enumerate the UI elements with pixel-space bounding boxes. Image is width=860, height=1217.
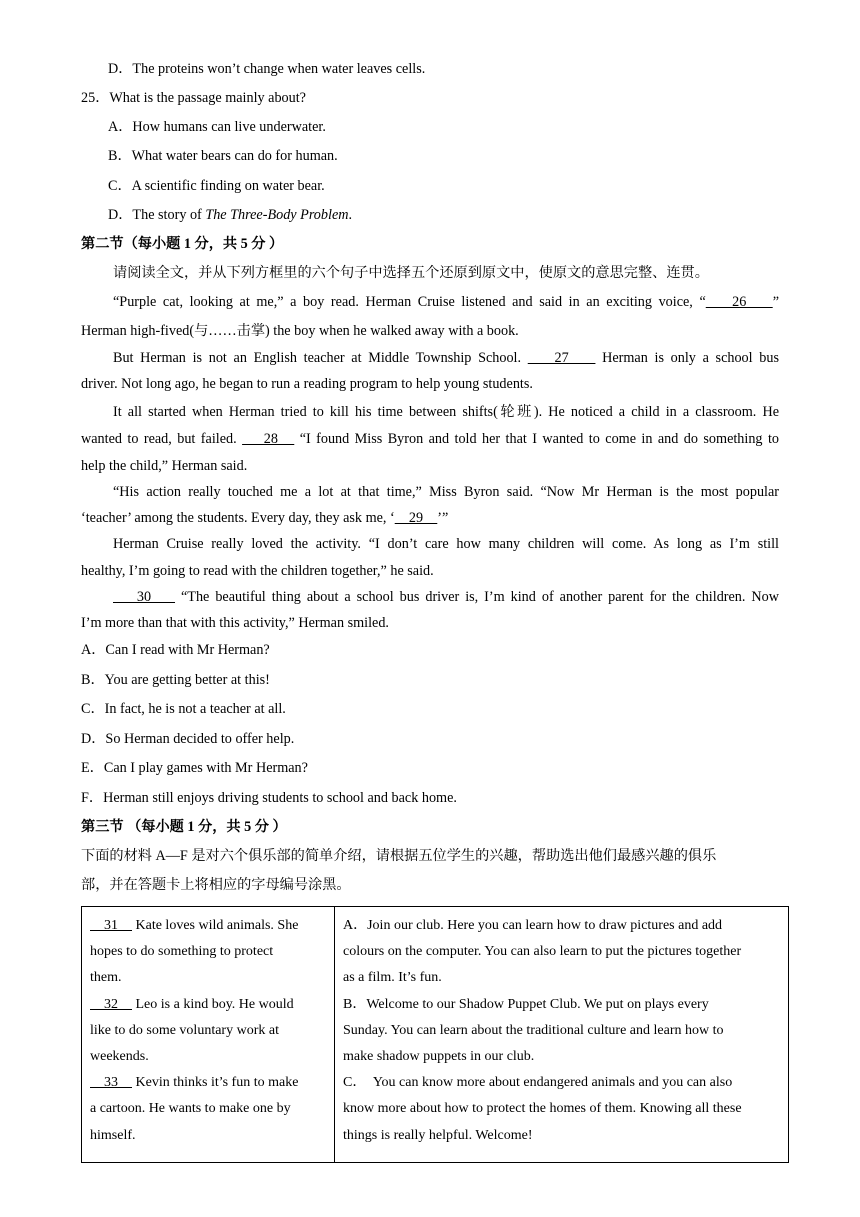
passage-p2-line1: [113, 348, 779, 368]
option-d: D．So Herman decided to offer help.: [81, 731, 295, 747]
passage-p6-line2: I’m more than that with this activity,” Herman smiled.: [81, 615, 389, 631]
q25-option-d-suffix: .: [348, 207, 353, 223]
option-e: E．Can I play games with Mr Herman?: [81, 760, 308, 776]
student-32-text: Leo is a kind boy. He would: [132, 996, 294, 1012]
q24-option-d: D．The proteins won’t change when water leaves cells.: [108, 61, 426, 77]
passage-p4-line2: [81, 508, 448, 528]
club-c-line3: things is really helpful. Welcome!: [343, 1127, 533, 1143]
students-column: [82, 907, 335, 1163]
matching-table: [81, 906, 789, 1163]
club-b-line1: B．Welcome to our Shadow Puppet Club. We put on plays every: [343, 996, 709, 1012]
student-32-line1: [90, 992, 326, 1018]
section3-instruction-line1: 下面的材料 A—F 是对六个俱乐部的简单介绍，请根据五位学生的兴趣，帮助选出他们最感兴趣的俱乐: [81, 848, 717, 864]
p2-text-a: But Herman is not an English teacher at Middle Township School.: [113, 350, 528, 366]
q25-option-b: B．What water bears can do for human.: [108, 148, 338, 164]
q25-option-a: A．How humans can live underwater.: [108, 119, 326, 135]
student-33-line3: himself.: [90, 1127, 136, 1143]
student-31-line3: them.: [90, 970, 122, 986]
blank-26: 26: [705, 294, 773, 310]
q25-book-title: The Three-Body Problem: [205, 207, 349, 223]
p1-text-b: ”: [772, 294, 780, 310]
passage-p6-line1: [113, 587, 779, 607]
passage-p1-line2: Herman high-fived(与……击掌) the boy when he walked away with a book.: [81, 323, 519, 339]
student-31-line2: hopes to do something to protect: [90, 944, 274, 960]
student-33-line1: [90, 1070, 326, 1096]
student-31-text: Kate loves wild animals. She: [132, 918, 299, 933]
p1-text-a: “Purple cat, looking at me,” a boy read. Herman Cruise listened and said in an exciting voice, “: [113, 294, 706, 310]
club-c-line1: C． You can know more about endangered animals and you can also: [343, 1075, 733, 1091]
blank-30: 30: [113, 589, 176, 605]
passage-p2-line2: driver. Not long ago, he began to run a reading program to help young students.: [81, 376, 533, 392]
blank-32: 32: [90, 996, 132, 1012]
student-33-text: Kevin thinks it’s fun to make: [132, 1075, 299, 1091]
passage-p5-line1: Herman Cruise really loved the activity. “I don’t care how many children will come. As long as I’m still: [113, 536, 779, 552]
blank-28: 28: [242, 431, 295, 447]
option-b: B．You are getting better at this!: [81, 672, 270, 688]
blank-33: 33: [90, 1075, 132, 1091]
section2-heading: 第二节（每小题 1 分，共 5 分 ）: [81, 236, 284, 252]
club-a-line3: as a film. It’s fun.: [343, 970, 442, 986]
blank-27: 27: [527, 350, 596, 366]
student-31-line1: [90, 913, 326, 939]
section2-instruction: 请阅读全文，并从下列方框里的六个句子中选择五个还原到原文中，使原文的意思完整、连贯。: [113, 265, 709, 281]
club-c-line2: know more about how to protect the homes of them. Knowing all these: [343, 1101, 742, 1117]
clubs-column: [335, 907, 789, 1163]
option-a: A．Can I read with Mr Herman?: [81, 642, 270, 658]
club-b-line3: make shadow puppets in our club.: [343, 1049, 535, 1065]
section3-instruction-line2: 部，并在答题卡上将相应的字母编号涂黑。: [81, 877, 351, 893]
q25-option-d: [108, 205, 352, 225]
passage-p3-line2: [81, 429, 779, 449]
option-f: F．Herman still enjoys driving students to school and back home.: [81, 790, 457, 806]
blank-31: 31: [90, 918, 132, 933]
passage-p3-line1: It all started when Herman tried to kill his time between shifts(轮班). He noticed a child in a classroom. He: [113, 404, 779, 420]
q25-stem: 25．What is the passage mainly about?: [81, 90, 306, 106]
p3-text-b: “I found Miss Byron and told her that I wanted to come in and do something to: [294, 431, 779, 447]
student-33-line2: a cartoon. He wants to make one by: [90, 1101, 291, 1117]
p6-text-b: “The beautiful thing about a school bus driver is, I’m kind of another parent for the children. Now: [175, 589, 780, 605]
student-32-line2: like to do some voluntary work at: [90, 1022, 279, 1038]
p4-text-a: ‘teacher’ among the students. Every day, they ask me, ‘: [81, 510, 395, 526]
passage-p4-line1: “His action really touched me a lot at that time,” Miss Byron said. “Now Mr Herman is the most popular: [113, 484, 779, 500]
q25-option-d-prefix: D．The story of: [108, 207, 206, 223]
passage-p1-line1: [113, 292, 779, 312]
section3-heading: 第三节 （每小题 1 分，共 5 分 ）: [81, 819, 287, 835]
passage-p5-line2: healthy, I’m going to read with the children together,” he said.: [81, 563, 434, 579]
club-b-line2: Sunday. You can learn about the traditional culture and learn how to: [343, 1022, 724, 1038]
q25-option-c: C．A scientific finding on water bear.: [108, 178, 325, 194]
student-32-line3: weekends.: [90, 1049, 149, 1065]
passage-p3-line3: help the child,” Herman said.: [81, 458, 248, 474]
option-c: C．In fact, he is not a teacher at all.: [81, 701, 286, 717]
p2-text-b: Herman is only a school bus: [595, 350, 779, 366]
p3-text-a: wanted to read, but failed.: [81, 431, 243, 447]
club-a-line2: colours on the computer. You can also learn to put the pictures together: [343, 944, 742, 960]
blank-29: 29: [394, 510, 438, 526]
p4-text-b: ’”: [437, 510, 449, 526]
club-a-line1: A．Join our club. Here you can learn how to draw pictures and add: [343, 918, 723, 933]
